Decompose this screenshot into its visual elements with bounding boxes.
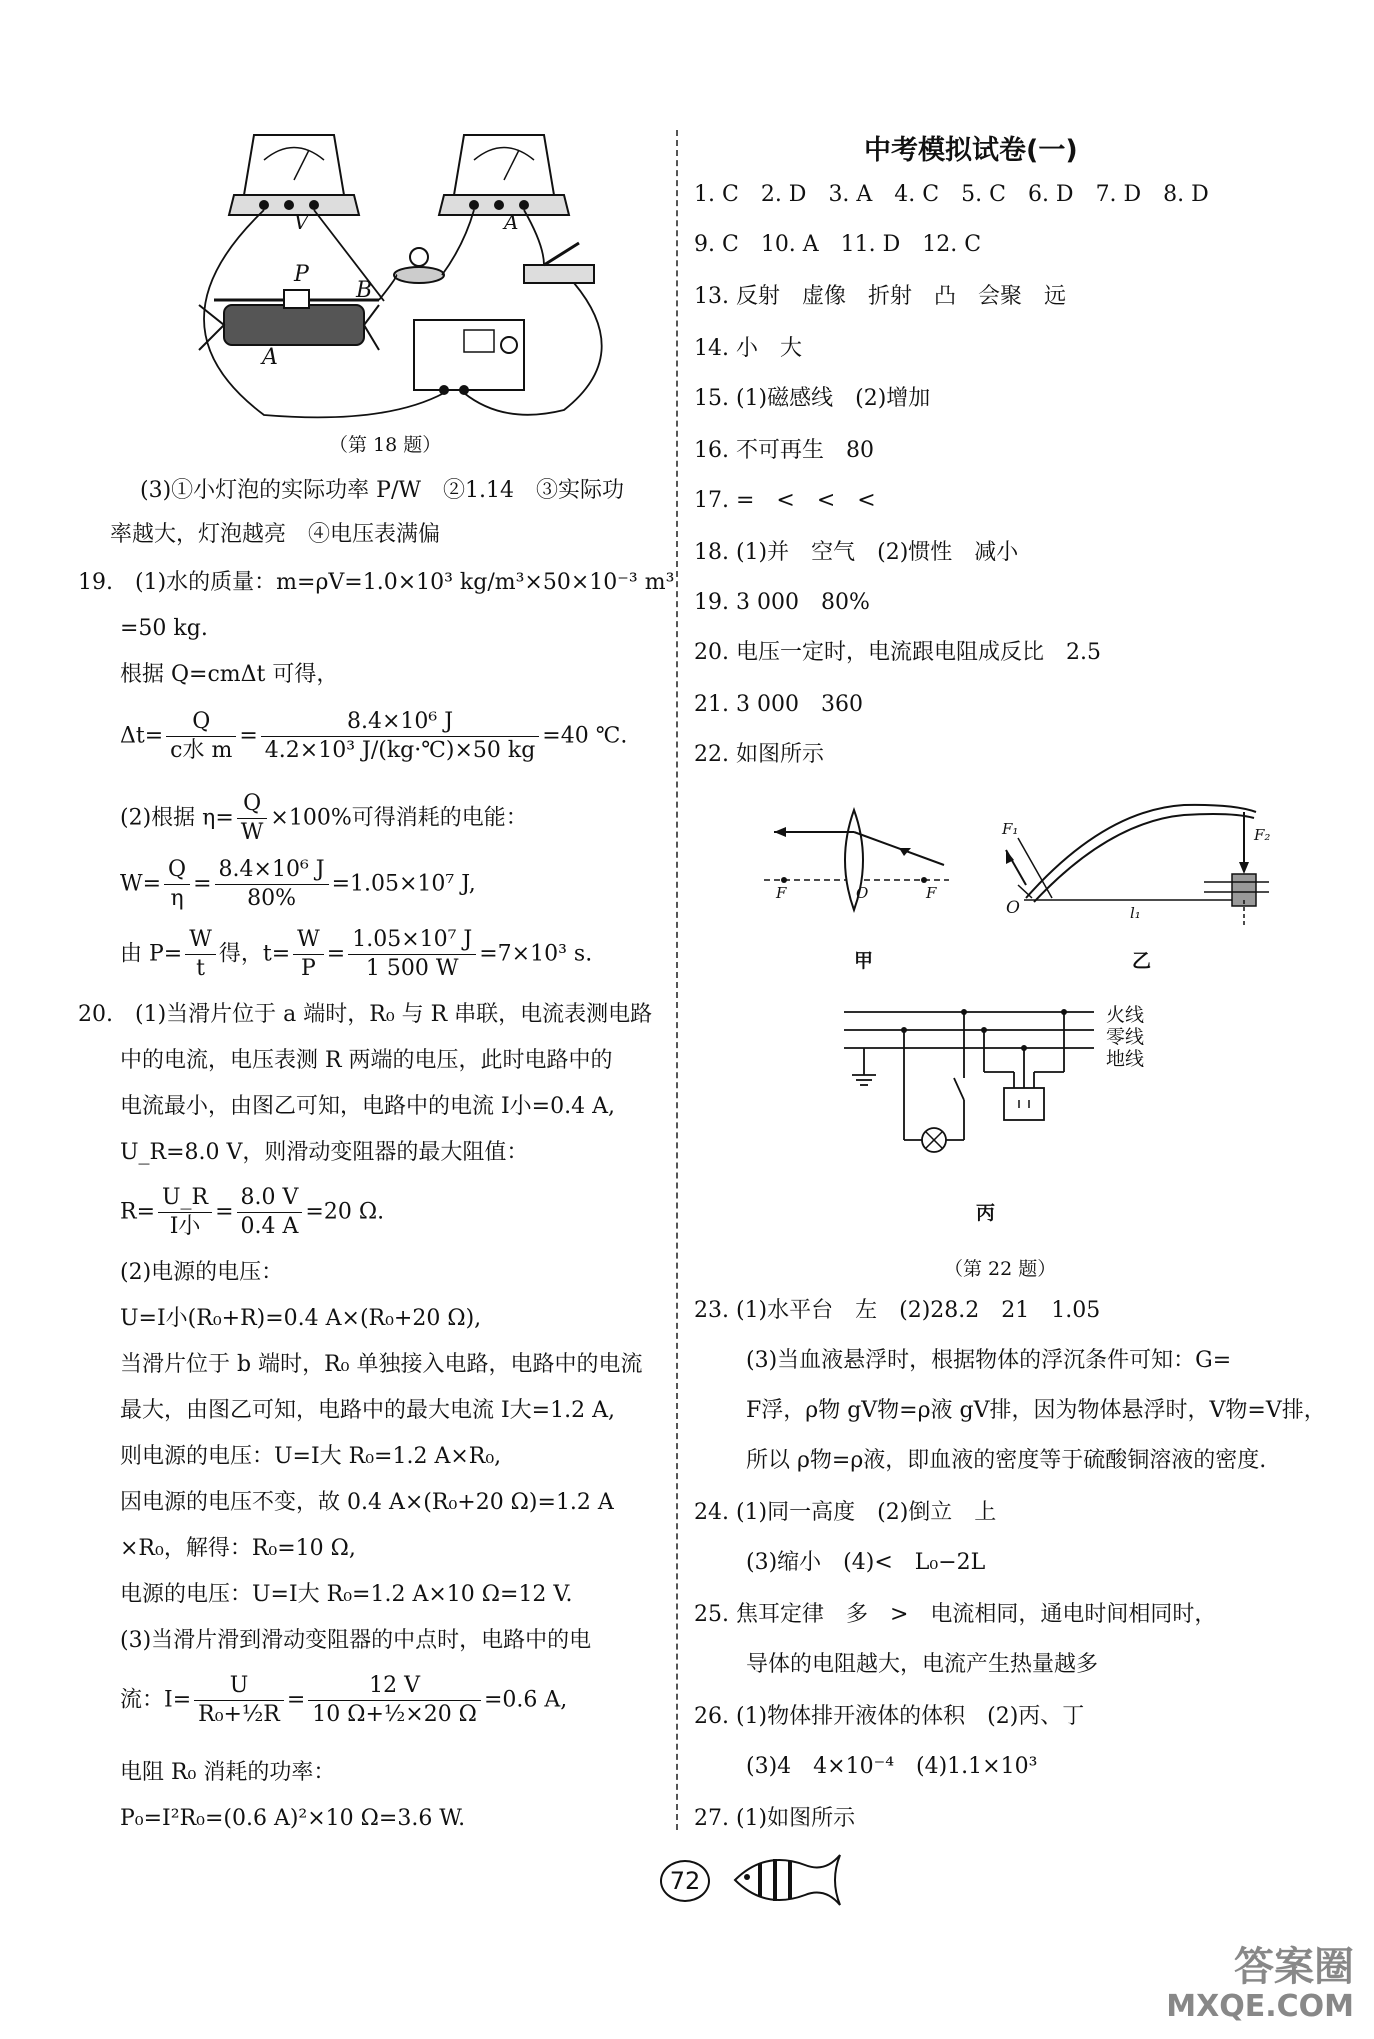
q19-line-1: 19. (1)水的质量：m=ρV=1.0×10³ kg/m³×50×10⁻³ m³: [78, 570, 675, 595]
q19-line-3: 根据 Q=cmΔt 可得，: [120, 662, 339, 687]
q20-line-17: P₀=I²R₀=(0.6 A)²×10 Ω=3.6 W.: [120, 1806, 466, 1831]
exam-title: 中考模拟试卷(一): [864, 135, 1078, 166]
q20-line-14: (3)当滑片滑到滑动变阻器的中点时，电路中的电: [120, 1628, 592, 1653]
answer-19: 19. 3 000 80%: [694, 590, 870, 615]
q20-line-4: U_R=8.0 V，则滑动变阻器的最大阻值：: [120, 1140, 529, 1165]
lever-label-f1: F₁: [1002, 820, 1019, 838]
figure-label-yi: 乙: [1132, 950, 1152, 972]
figure-22-caption: （第 22 题）: [944, 1258, 1057, 1280]
answer-22: 22. 如图所示: [694, 742, 824, 767]
column-divider: [676, 130, 678, 1830]
answer-23-line-2: (3)当血液悬浮时，根据物体的浮沉条件可知：G=: [746, 1348, 1232, 1373]
watermark: 答案圈 MXQE.COM: [1166, 1944, 1354, 2024]
page-number: 72: [660, 1860, 710, 1902]
lens-diagram-jia: [754, 800, 954, 920]
answer-14: 14. 小 大: [694, 336, 802, 361]
answer-23: 23. (1)水平台 左 (2)28.2 21 1.05: [694, 1298, 1101, 1323]
q18-line-2: 率越大，灯泡越亮 ④电压表满偏: [110, 522, 441, 547]
q20-line-9: 最大，由图乙可知，电路中的最大电流 I大=1.2 A,: [120, 1398, 615, 1423]
answer-21: 21. 3 000 360: [694, 692, 863, 717]
q19-line-2: =50 kg.: [120, 616, 208, 641]
q20-equation-i: 流：I= $\frac{U}{\text{R₀+½R}}$ = $\frac{12 V}{\text{10 Ω+½×20 Ω}}$ =0.6 A,: [120, 1673, 568, 1727]
q20-line-6: (2)电源的电压：: [120, 1260, 284, 1285]
ammeter-label: A: [504, 210, 519, 234]
q20-line-8: 当滑片位于 b 端时，R₀ 单独接入电路，电路中的电流: [120, 1352, 643, 1377]
fish-logo-icon: [725, 1845, 845, 1915]
lever-label-f2: F₂: [1254, 826, 1271, 844]
ground-wire-label: 地线: [1106, 1048, 1145, 1070]
q20-line-11: 因电源的电压不变，故 0.4 A×(R₀+20 Ω)=1.2 A: [120, 1490, 614, 1515]
q20-line-2: 中的电流，电压表测 R 两端的电压，此时电路中的: [120, 1048, 613, 1073]
q19-equation-t: 由 P= $\frac{W}{t}$ 得，t= $\frac{W}{P}$ = $\frac{\text{1.05×10⁷ J}}{1 500 W}$ =7×10³ s.: [120, 927, 593, 981]
answer-25: 25. 焦耳定律 多 > 电流相同，通电时间相同时，: [694, 1602, 1217, 1627]
answer-26-line-2: (3)4 4×10⁻⁴ (4)1.1×10³: [746, 1754, 1038, 1779]
terminal-label-a: A: [262, 345, 278, 370]
answer-23-line-3: F浮，ρ物 gV物=ρ液 gV排，因为物体悬浮时，V物=V排，: [746, 1398, 1326, 1423]
lens-label-f-left: F: [776, 884, 787, 902]
figure-label-bing: 丙: [976, 1202, 996, 1224]
q20-line-7: U=I小(R₀+R)=0.4 A×(R₀+20 Ω),: [120, 1306, 482, 1331]
figure-18-caption: （第 18 题）: [329, 434, 442, 456]
lens-label-f-right: F: [926, 884, 937, 902]
voltmeter-label: V: [294, 210, 309, 234]
q20-line-1: 20. (1)当滑片位于 a 端时，R₀ 与 R 串联，电流表测电路: [78, 1002, 653, 1027]
answer-24: 24. (1)同一高度 (2)倒立 上: [694, 1500, 997, 1525]
circuit-figure-18: [184, 125, 644, 425]
answer-17: 17. = < < <: [694, 488, 876, 513]
q19-line-5: (2)根据 η= $\frac{Q}{W}$ ×100%可得消耗的电能：: [120, 791, 528, 845]
answer-15: 15. (1)磁感线 (2)增加: [694, 386, 931, 411]
lever-label-o: O: [1006, 898, 1020, 918]
neutral-wire-label: 零线: [1106, 1026, 1145, 1048]
q20-line-16: 电阻 R₀ 消耗的功率：: [120, 1760, 336, 1785]
lever-label-l1: l₁: [1130, 904, 1141, 922]
q20-line-10: 则电源的电压：U=I大 R₀=1.2 A×R₀,: [120, 1444, 502, 1469]
lens-label-o: O: [856, 884, 869, 902]
answer-16: 16. 不可再生 80: [694, 438, 874, 463]
answer-26: 26. (1)物体排开液体的体积 (2)丙、丁: [694, 1704, 1085, 1729]
q19-equation-dt: Δt= $\frac{Q}{\text{c水 m}}$ = $\frac{\text{8.4×10⁶ J}}{\text{4.2×10³ J/(kg·℃)×50 kg}}$ =40 ℃.: [120, 709, 628, 763]
answer-20: 20. 电压一定时，电流跟电阻成反比 2.5: [694, 640, 1101, 665]
answer-23-line-4: 所以 ρ物=ρ液，即血液的密度等于硫酸铜溶液的密度.: [746, 1448, 1267, 1473]
q20-equation-r: R= $\frac{U\_R}{\text{I小}}$ = $\frac{8.0 V}{0.4 A}$ =20 Ω.: [120, 1185, 385, 1239]
q20-line-13: 电源的电压：U=I大 R₀=1.2 A×10 Ω=12 V.: [120, 1582, 573, 1607]
answer-25-line-2: 导体的电阻越大，电流产生热量越多: [746, 1652, 1099, 1677]
answer-row-2: 9. C 10. A 11. D 12. C: [694, 232, 982, 257]
answer-24-line-2: (3)缩小 (4)< L₀−2L: [746, 1550, 986, 1575]
household-circuit-bing: [844, 1000, 1104, 1180]
answer-18: 18. (1)并 空气 (2)惯性 减小: [694, 540, 1019, 565]
live-wire-label: 火线: [1106, 1004, 1145, 1026]
slider-label-p: P: [294, 262, 309, 287]
answer-27: 27. (1)如图所示: [694, 1806, 856, 1831]
q19-equation-w: W= $\frac{Q}{\eta}$ = $\frac{\text{8.4×10⁶ J}}{80\%}$ =1.05×10⁷ J,: [120, 857, 476, 911]
answer-13: 13. 反射 虚像 折射 凸 会聚 远: [694, 284, 1066, 309]
answer-row-1: 1. C 2. D 3. A 4. C 5. C 6. D 7. D 8. D: [694, 182, 1209, 207]
q18-line-1: (3)①小灯泡的实际功率 P/W ②1.14 ③实际功: [140, 478, 624, 503]
figure-label-jia: 甲: [854, 950, 874, 972]
terminal-label-b: B: [356, 278, 373, 303]
q20-line-3: 电流最小，由图乙可知，电路中的电流 I小=0.4 A,: [120, 1094, 615, 1119]
q20-line-12: ×R₀，解得：R₀=10 Ω,: [120, 1536, 356, 1561]
